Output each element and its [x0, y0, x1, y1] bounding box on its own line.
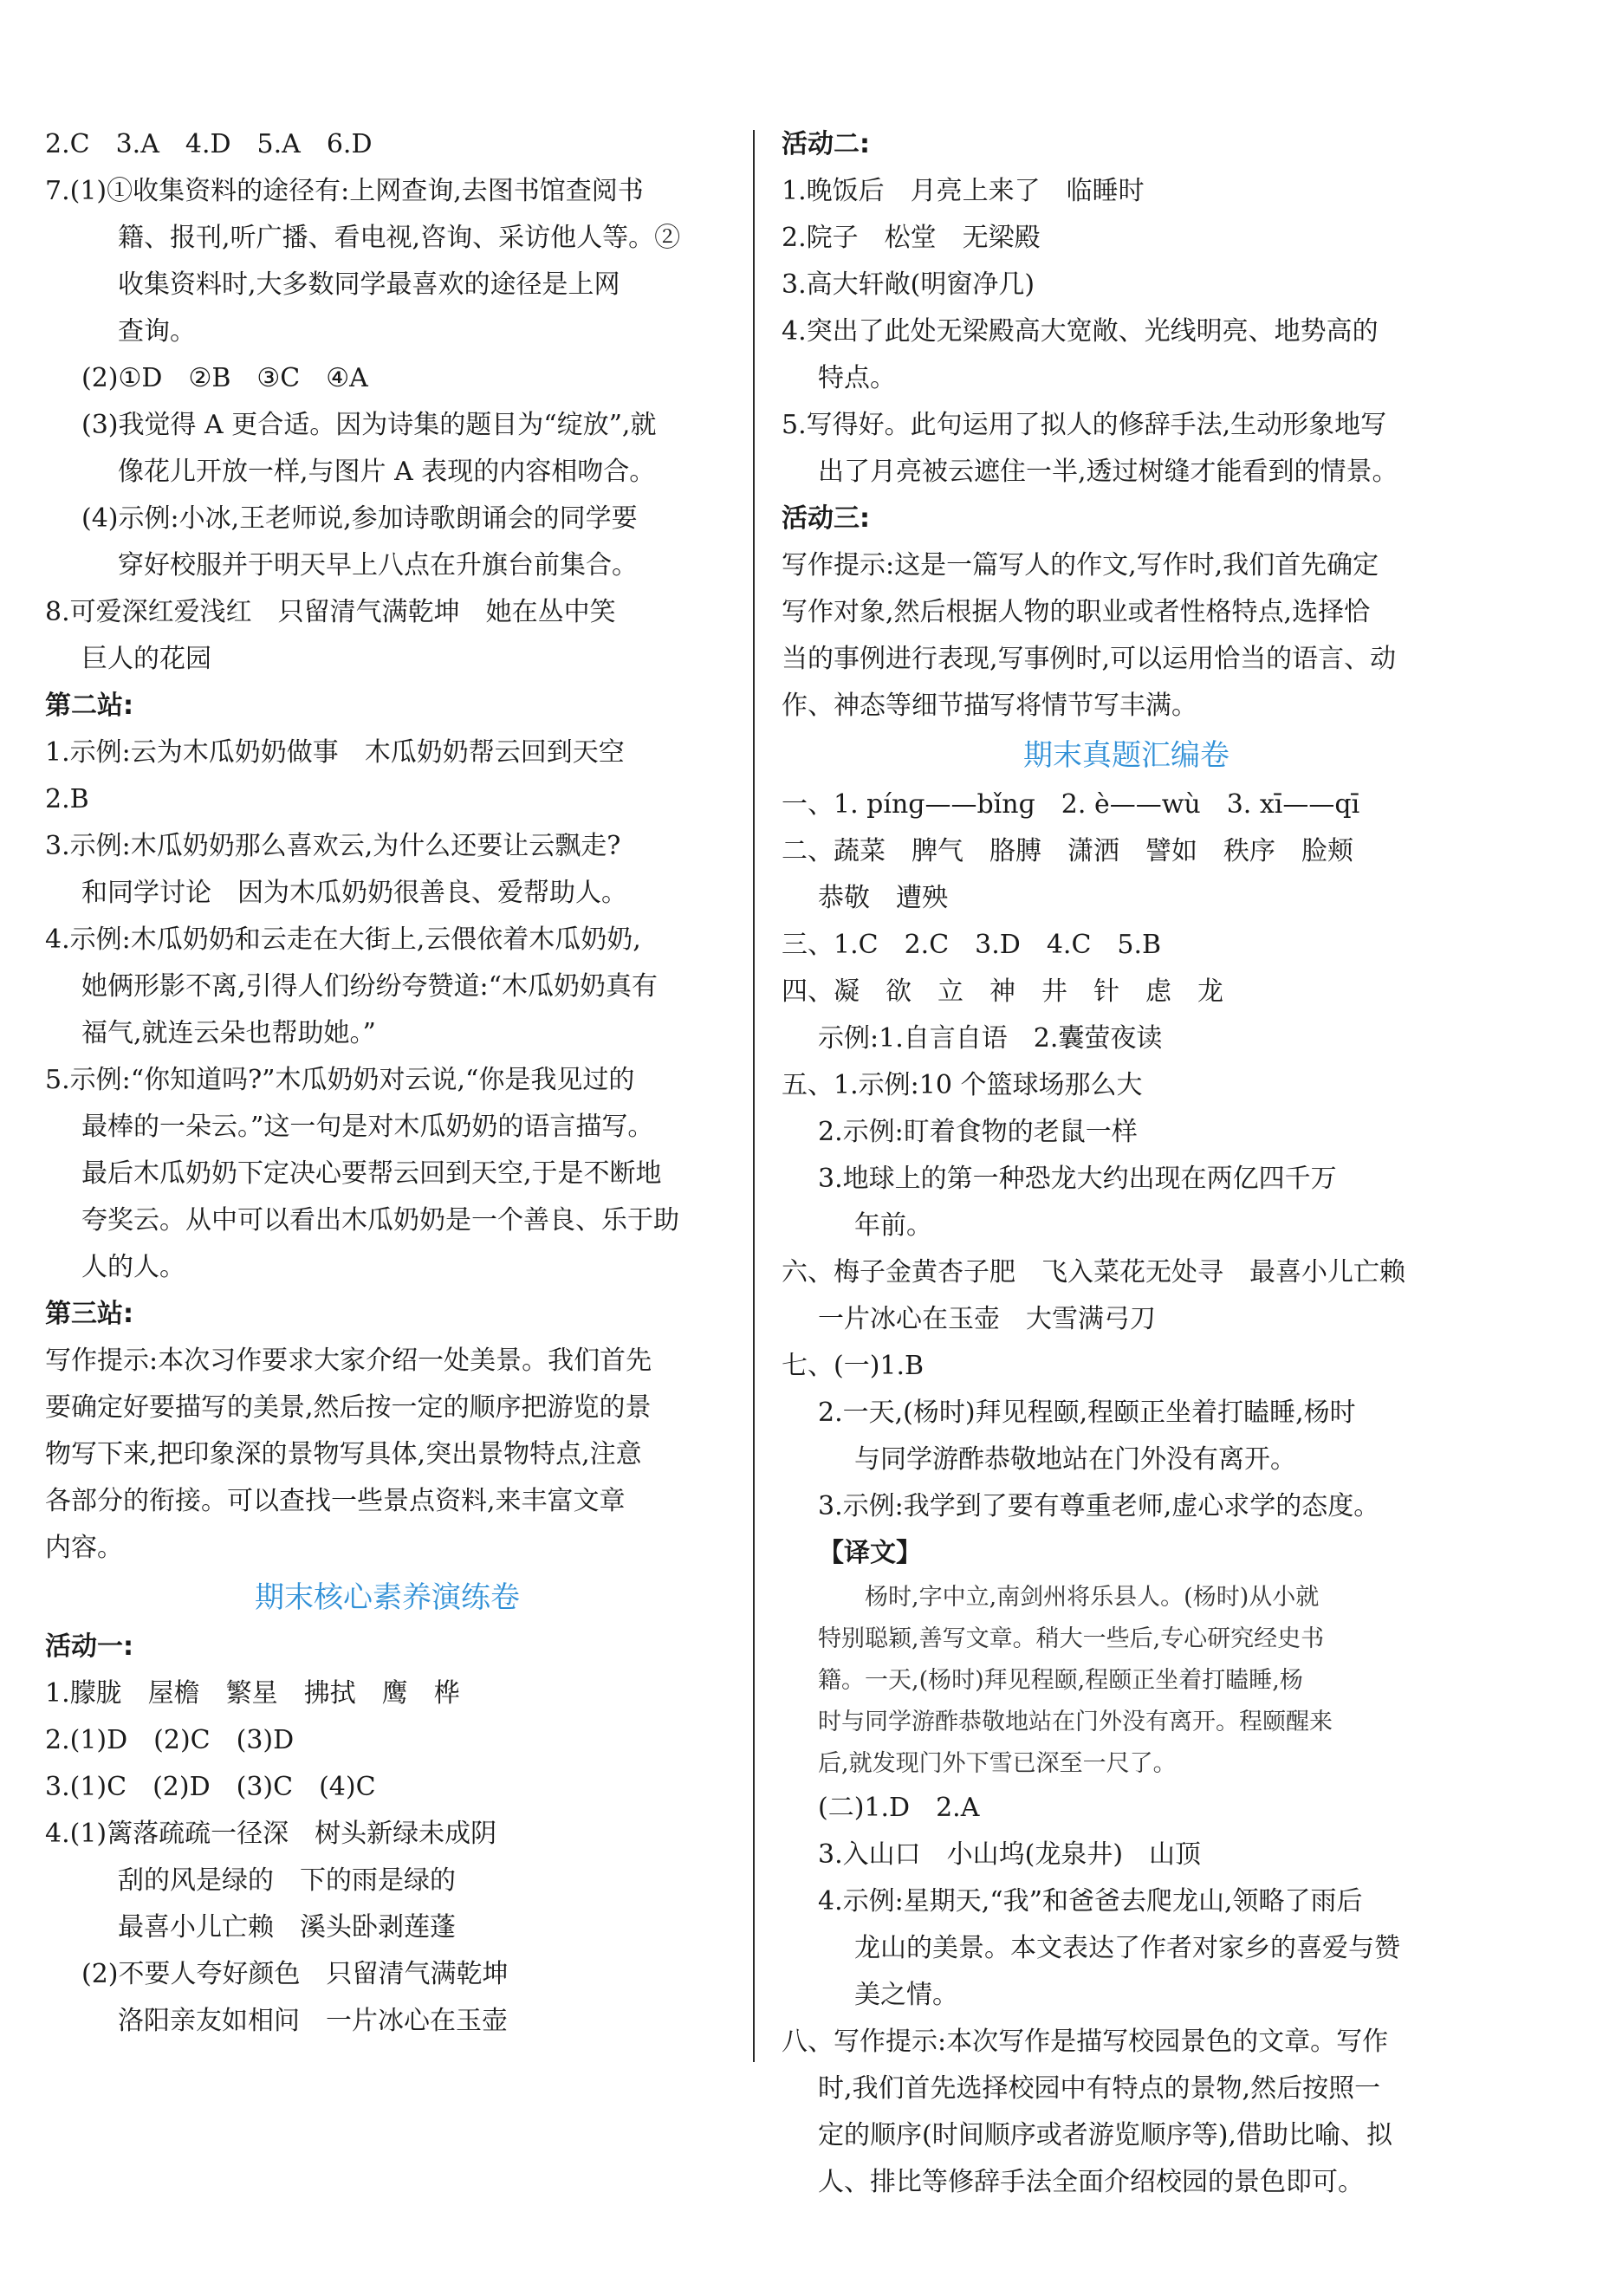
answer-line: 人的人。: [81, 1252, 185, 1282]
answer-line: 作、神态等细节描写将情节写丰满。: [782, 691, 1197, 721]
answer-line: (4)示例:小冰,王老师说,参加诗歌朗诵会的同学要: [81, 503, 638, 534]
answer-line: 特点。: [818, 363, 896, 393]
section-title: 期末核心素养演练卷: [255, 1580, 520, 1615]
answer-line: 写作提示:本次习作要求大家介绍一处美景。我们首先: [45, 1346, 652, 1376]
answer-line: 穿好校服并于明天早上八点在升旗台前集合。: [118, 550, 638, 580]
section-heading: 第三站:: [45, 1299, 133, 1329]
answer-line: 内容。: [45, 1533, 123, 1563]
answer-line: 夸奖云。从中可以看出木瓜奶奶是一个善良、乐于助: [81, 1205, 679, 1236]
section-heading: 活动三:: [782, 503, 870, 534]
answer-line: 像花儿开放一样,与图片 A 表现的内容相吻合。: [118, 457, 656, 487]
answer-line: 和同学讨论 因为木瓜奶奶很善良、爱帮助人。: [81, 878, 627, 908]
answer-line: 查询。: [118, 316, 196, 347]
section-title: 期末真题汇编卷: [1023, 738, 1229, 773]
answer-line: 物写下来,把印象深的景物写具体,突出景物特点,注意: [45, 1439, 642, 1469]
answer-line: 六、梅子金黄杏子肥 飞入菜花无处寻 最喜小儿亡赖: [782, 1257, 1405, 1287]
answer-line: 2.(1)D (2)C (3)D: [45, 1725, 295, 1755]
answer-line: 美之情。: [854, 1980, 958, 2010]
answer-line: 3.地球上的第一种恐龙大约出现在两亿四千万: [818, 1164, 1337, 1194]
translation-line: 杨时,字中立,南剑州将乐县人。(杨时)从小就: [818, 1584, 1320, 1611]
answer-line: 2.C 3.A 4.D 5.A 6.D: [45, 129, 373, 159]
answer-line: 收集资料时,大多数同学最喜欢的途径是上网: [118, 269, 620, 300]
answer-line: 2.B: [45, 784, 89, 814]
translation-line: 特别聪颖,善写文章。稍大一些后,专心研究经史书: [818, 1625, 1325, 1652]
answer-line: (2)①D ②B ③C ④A: [81, 363, 368, 393]
answer-line: 三、1.C 2.C 3.D 4.C 5.B: [782, 930, 1162, 960]
translation-line: 后,就发现门外下雪已深至一尺了。: [818, 1750, 1177, 1777]
answer-line: 籍、报刊,听广播、看电视,咨询、采访他人等。②: [118, 223, 681, 253]
translation-line: 籍。一天,(杨时)拜见程颐,程颐正坐着打瞌睡,杨: [818, 1667, 1303, 1694]
answer-line: 年前。: [854, 1210, 932, 1241]
answer-line: 3.入山口 小山坞(龙泉井) 山顶: [818, 1839, 1202, 1870]
answer-line: 3.高大轩敞(明窗净几): [782, 269, 1035, 300]
answer-line: (二)1.D 2.A: [818, 1793, 980, 1823]
answer-line: 5.示例:“你知道吗?”木瓜奶奶对云说,“你是我见过的: [45, 1065, 635, 1095]
answer-line: 一片冰心在玉壶 大雪满弓刀: [818, 1304, 1156, 1334]
answer-line: 八、写作提示:本次写作是描写校园景色的文章。写作: [782, 2027, 1389, 2057]
answer-line: 当的事例进行表现,写事例时,可以运用恰当的语言、动: [782, 644, 1397, 674]
answer-line: 1.朦胧 屋檐 繁星 拂拭 鹰 桦: [45, 1678, 460, 1709]
answer-line: 刮的风是绿的 下的雨是绿的: [118, 1865, 456, 1896]
answer-line: 1.晚饭后 月亮上来了 临睡时: [782, 176, 1145, 206]
answer-line: 龙山的美景。本文表达了作者对家乡的喜爱与赞: [854, 1933, 1400, 1963]
right-column: [782, 121, 1471, 2206]
answer-line: 七、(一)1.B: [782, 1351, 925, 1381]
answer-line: 最棒的一朵云。”这一句是对木瓜奶奶的语言描写。: [81, 1112, 654, 1142]
left-column: [45, 121, 730, 2045]
answer-line: 人、排比等修辞手法全面介绍校园的景色即可。: [818, 2167, 1364, 2197]
translation-line: 时与同学游酢恭敬地站在门外没有离开。程颐醒来: [818, 1709, 1333, 1735]
answer-line: 定的顺序(时间顺序或者游览顺序等),借助比喻、拟: [818, 2120, 1392, 2150]
answer-line: 出了月亮被云遮住一半,透过树缝才能看到的情景。: [818, 457, 1398, 487]
answer-line: 4.示例:星期天,“我”和爸爸去爬龙山,领略了雨后: [818, 1886, 1363, 1917]
answer-line: 要确定好要描写的美景,然后按一定的顺序把游览的景: [45, 1392, 652, 1423]
answer-line: 7.(1)①收集资料的途径有:上网查询,去图书馆查阅书: [45, 176, 644, 206]
answer-line: 2.一天,(杨时)拜见程颐,程颐正坐着打瞌睡,杨时: [818, 1398, 1356, 1428]
answer-line: 时,我们首先选择校园中有特点的景物,然后按照一: [818, 2073, 1381, 2104]
answer-line: 洛阳亲友如相问 一片冰心在玉壶: [118, 2006, 508, 2036]
answer-line: 最后木瓜奶奶下定决心要帮云回到天空,于是不断地: [81, 1158, 662, 1189]
answer-line: 一、1. pínɡ——bǐnɡ 2. è——wù 3. xī——qī: [782, 789, 1360, 820]
answer-line: 福气,就连云朵也帮助她。”: [81, 1018, 376, 1048]
answer-line: (2)不要人夸好颜色 只留清气满乾坤: [81, 1959, 509, 1989]
answer-line: 五、1.示例:10 个篮球场那么大: [782, 1070, 1143, 1100]
answer-line: 4.突出了此处无梁殿高大宽敞、光线明亮、地势高的: [782, 316, 1379, 347]
answer-line: (3)我觉得 A 更合适。因为诗集的题目为“绽放”,就: [81, 410, 657, 440]
answer-line: 最喜小儿亡赖 溪头卧剥莲蓬: [118, 1912, 456, 1943]
answer-line: 示例:1.自言自语 2.囊萤夜读: [818, 1023, 1163, 1054]
answer-line: 5.写得好。此句运用了拟人的修辞手法,生动形象地写: [782, 410, 1387, 440]
answer-line: 1.示例:云为木瓜奶奶做事 木瓜奶奶帮云回到天空: [45, 737, 625, 768]
section-heading: 活动一:: [45, 1631, 133, 1662]
answer-line: 2.院子 松堂 无梁殿: [782, 223, 1041, 253]
answer-line: 写作对象,然后根据人物的职业或者性格特点,选择恰: [782, 597, 1371, 627]
answer-line: 写作提示:这是一篇写人的作文,写作时,我们首先确定: [782, 550, 1379, 580]
section-heading: 【译文】: [818, 1538, 922, 1568]
answer-line: 8.可爱深红爱浅红 只留清气满乾坤 她在丛中笑: [45, 597, 616, 627]
answer-line: 恭敬 遭殃: [818, 883, 948, 913]
answer-line: 3.示例:我学到了要有尊重老师,虚心求学的态度。: [818, 1491, 1380, 1521]
section-heading: 第二站:: [45, 691, 133, 721]
answer-line: 与同学游酢恭敬地站在门外没有离开。: [854, 1444, 1296, 1475]
section-heading: 活动二:: [782, 129, 870, 159]
answer-line: 2.示例:盯着食物的老鼠一样: [818, 1117, 1138, 1147]
answer-line: 二、蔬菜 脾气 胳膊 潇洒 譬如 秩序 脸颊: [782, 836, 1353, 866]
column-divider: [753, 130, 755, 2062]
answer-line: 4.(1)篱落疏疏一径深 树头新绿未成阴: [45, 1819, 497, 1849]
answer-line: 四、凝 欲 立 神 井 针 虑 龙: [782, 976, 1223, 1007]
answer-line: 各部分的衔接。可以查找一些景点资料,来丰富文章: [45, 1486, 626, 1516]
answer-line: 3.示例:木瓜奶奶那么喜欢云,为什么还要让云飘走?: [45, 831, 621, 861]
answer-line: 她俩形影不离,引得人们纷纷夸赞道:“木瓜奶奶真有: [81, 971, 658, 1002]
answer-line: 3.(1)C (2)D (3)C (4)C: [45, 1772, 376, 1802]
answer-line: 4.示例:木瓜奶奶和云走在大街上,云偎依着木瓜奶奶,: [45, 924, 641, 955]
answer-line: 巨人的花园: [81, 644, 211, 674]
